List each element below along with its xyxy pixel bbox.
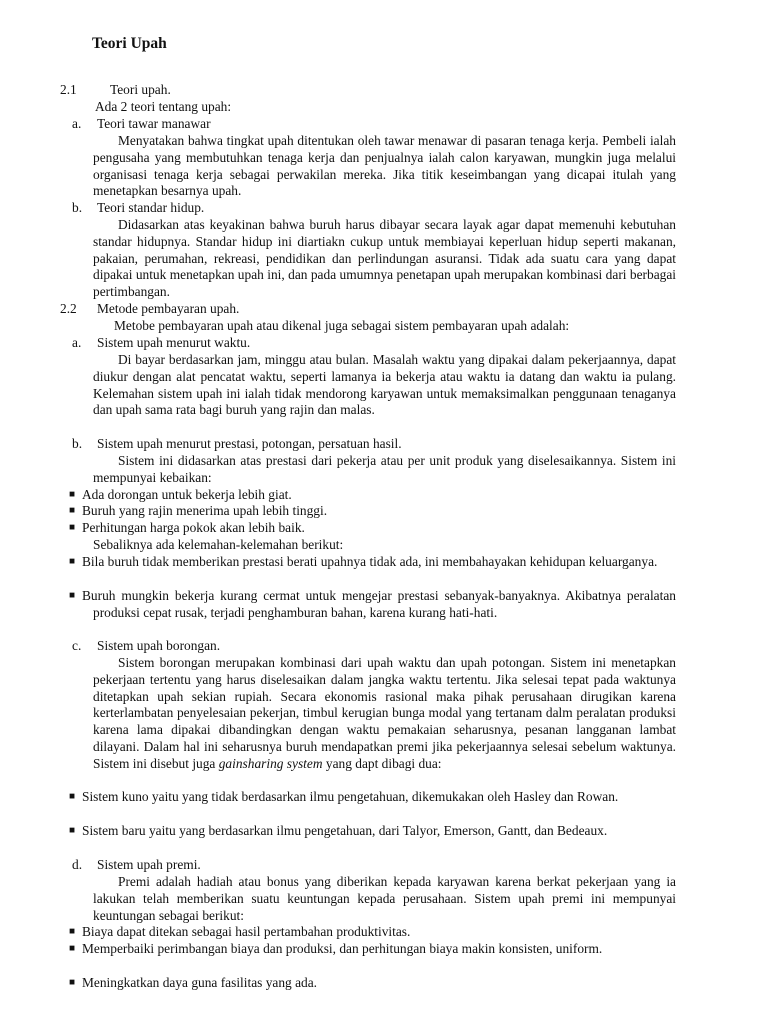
paragraph-text: Sistem borongan merupakan kombinasi dari upah waktu dan upah potongan. Sistem ini menetapkan pekerjaan tertentu yang harus diselesaikan dalam jangka waktu tertentu. Jika selesai tepat pada waktunya ditetapkan upah sekian rupiah. Secara ekonomis rasional maka pihak perusahaan dirugikan karena kerterlambatan penyelesaian pekerjan, timbul kerugian bunga modal yang tertanam dalm peralatan produksi karena lama dipakai dibandingkan dengan waktu pemakaian seharusnya, pesanan langganan lambat dilayani. Dalam hal ini seharusnya buruh mendapatkan premi jika pekerjaannya selesai sebelum waktunya. Sistem ini disebut juga bbox=[93, 655, 676, 771]
list-marker: d. bbox=[72, 857, 83, 872]
list-marker: c. bbox=[72, 638, 82, 653]
list-item: Biaya dapat ditekan sebagai hasil pertambahan produktivitas. bbox=[82, 924, 411, 939]
list-marker: b. bbox=[72, 200, 83, 215]
bullet-icon: ■ bbox=[69, 556, 76, 567]
list-item: Sistem baru yaitu yang berdasarkan ilmu pengetahuan, dari Talyor, Emerson, Gantt, dan Bedeaux. bbox=[82, 823, 608, 838]
list-item: Memperbaiki perimbangan biaya dan produksi, dan perhitungan biaya makin konsisten, uniform. bbox=[82, 941, 603, 956]
paragraph: Premi adalah hadiah atau bonus yang diberikan kepada karyawan karena berkat pekerjaan yang ia lakukan telah memberikan suatu keuntungan kepada perusahaan. Sistem upah premi ini mempunyai keuntungan sebagai berikut: bbox=[93, 874, 676, 923]
paragraph: Didasarkan atas keyakinan bahwa buruh harus dibayar secara layak agar dapat memenuhi kebutuhan standar hidupnya. Standar hidup ini diartiakn cukup untuk membiayai keperluan hidup seperti makanan, pakaian, perumahan, rekreasi, pendidikan dan perlindungan asuransi. Tidak ada suatu cara yang dapat dipakai untuk menetapkan upah ini, dan pada umumnya penetapan upah merupakan kombinasi dari berbagai pertimbangan. bbox=[93, 217, 676, 300]
bullet-icon: ■ bbox=[69, 943, 76, 954]
list-item: Bila buruh tidak memberikan prestasi berati upahnya tidak ada, ini membahayakan kehidupan keluarganya. bbox=[82, 554, 658, 569]
list-item: Perhitungan harga pokok akan lebih baik. bbox=[82, 520, 305, 535]
bullet-icon: ■ bbox=[69, 505, 76, 516]
paragraph-text-end: yang dapt dibagi dua: bbox=[325, 755, 442, 771]
paragraph-italic-term: gainsharing system bbox=[218, 755, 323, 771]
list-item: Meningkatkan daya guna fasilitas yang ada. bbox=[82, 975, 318, 990]
paragraph: Di bayar berdasarkan jam, minggu atau bulan. Masalah waktu yang dipakai dalam pekerjaannya, dapat diukur dengan alat pencatat waktu, seperti lamanya ia bekerja atau waktu ia datang dan waktu ia pulang. Kelemahan sistem upah ini ialah tidak mendorong karyawan untuk memaksimalkan penggunaan tenaganya dan upah sama rata bagi buruh yang rajin dan malas. bbox=[93, 352, 676, 418]
bullet-icon: ■ bbox=[69, 590, 76, 601]
section-heading: Metode pembayaran upah. bbox=[97, 301, 240, 316]
paragraph bbox=[93, 655, 676, 773]
section-number: 2.1 bbox=[60, 82, 77, 97]
bullet-icon: ■ bbox=[69, 522, 76, 533]
list-item: Sistem kuno yaitu yang tidak berdasarkan ilmu pengetahuan, dikemukakan oleh Hasley dan Rowan. bbox=[82, 789, 619, 804]
bullet-icon: ■ bbox=[69, 825, 76, 836]
list-marker: b. bbox=[72, 436, 83, 451]
list-item: Ada dorongan untuk bekerja lebih giat. bbox=[82, 487, 292, 502]
subsection-heading: Teori tawar manawar bbox=[97, 116, 211, 131]
page-title: Teori Upah bbox=[92, 35, 167, 52]
subsection-heading: Sistem upah borongan. bbox=[97, 638, 221, 653]
section-heading: Teori upah. bbox=[110, 82, 171, 97]
paragraph: Menyatakan bahwa tingkat upah ditentukan oleh tawar menawar di pasaran tenaga kerja. Pembeli ialah pengusaha yang membutuhkan tenaga kerja dan penjualnya ialah calon karyawan, mungkin juga melalui organisasi tenaga kerja sebagai perwakilan mereka. Jika titik keseimbangan yang dicapai itulah yang menetapkan besarnya upah. bbox=[93, 133, 676, 199]
bullet-icon: ■ bbox=[69, 926, 76, 937]
paragraph: Sistem ini didasarkan atas prestasi dari pekerja atau per unit produk yang diselesaikannya. Sistem ini mempunyai kebaikan: bbox=[93, 453, 676, 485]
list-item: Buruh yang rajin menerima upah lebih tinggi. bbox=[82, 503, 328, 518]
subsection-heading: Sistem upah menurut waktu. bbox=[97, 335, 251, 350]
subsection-heading: Teori standar hidup. bbox=[97, 200, 205, 215]
paragraph: Sebaliknya ada kelemahan-kelemahan berikut: bbox=[93, 537, 344, 552]
subsection-heading: Sistem upah menurut prestasi, potongan, persatuan hasil. bbox=[97, 436, 402, 451]
bullet-icon: ■ bbox=[69, 489, 76, 500]
section-number: 2.2 bbox=[60, 301, 77, 316]
section-intro: Metobe pembayaran upah atau dikenal juga sebagai sistem pembayaran upah adalah: bbox=[114, 318, 570, 333]
subsection-heading: Sistem upah premi. bbox=[97, 857, 201, 872]
section-intro: Ada 2 teori tentang upah: bbox=[95, 99, 232, 114]
bullet-icon: ■ bbox=[69, 977, 76, 988]
list-marker: a. bbox=[72, 335, 82, 350]
list-item: Buruh mungkin bekerja kurang cermat untuk mengejar prestasi sebanyak-banyaknya. Akibatnya peralatan produksi cepat rusak, terjadi penghamburan bahan, karena kurang hati-hati. bbox=[82, 588, 676, 620]
bullet-icon: ■ bbox=[69, 791, 76, 802]
list-marker: a. bbox=[72, 116, 82, 131]
